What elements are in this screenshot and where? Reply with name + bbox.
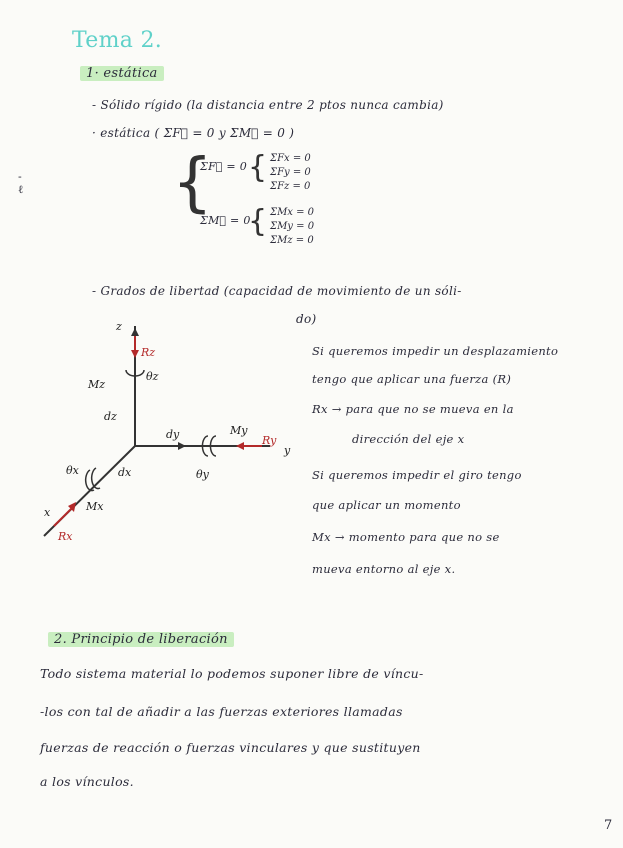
dx-label: dx xyxy=(118,466,132,479)
moment-component-x: ΣMx = 0 xyxy=(270,207,315,218)
section2-line-4: a los vínculos. xyxy=(40,774,134,789)
moment-component-y: ΣMy = 0 xyxy=(270,221,315,232)
mx-label: Mx xyxy=(86,500,104,513)
section1-line-2: · estática ( ΣF⃗ = 0 y ΣM⃗ = 0 ) xyxy=(92,126,295,140)
dy-label: dy xyxy=(166,428,180,441)
force-components xyxy=(270,152,311,194)
theta-y-label: θy xyxy=(196,468,209,481)
page-title: Tema 2. xyxy=(72,28,163,53)
explanation-line-4: dirección del eje x xyxy=(352,432,465,446)
rz-label: Rz xyxy=(141,346,156,359)
axis-y-label: y xyxy=(284,444,291,457)
section2-line-1: Todo sistema material lo podemos suponer libre de víncu- xyxy=(40,666,424,681)
margin-mark-text: - ℓ xyxy=(18,170,24,196)
theta-z-label: θz xyxy=(146,370,159,383)
force-brace: { xyxy=(248,150,268,185)
page-number: 7 xyxy=(604,818,613,833)
dz-label: dz xyxy=(104,410,117,423)
explanation-line-2: tengo que aplicar una fuerza (R) xyxy=(312,372,512,386)
explanation-line-1: Si queremos impedir un desplazamiento xyxy=(312,344,559,358)
axis-x-label: x xyxy=(44,506,51,519)
margin-mark xyxy=(18,170,24,196)
section1-line-1: - Sólido rígido (la distancia entre 2 ptos nunca cambia) xyxy=(92,98,444,112)
ry-arrowhead xyxy=(236,442,244,450)
section2-line-3: fuerzas de reacción o fuerzas vinculares y que sustituyen xyxy=(40,740,421,755)
force-component-y: ΣFy = 0 xyxy=(270,167,311,178)
outer-brace: { xyxy=(172,146,213,220)
explanation-line-7: Mx → momento para que no se xyxy=(312,530,500,544)
my-label: My xyxy=(230,424,248,437)
section1-heading: 1· estática xyxy=(80,66,164,81)
rx-label: Rx xyxy=(58,530,73,543)
rz-arrowhead xyxy=(131,350,139,358)
grados-line-1: - Grados de libertad (capacidad de movimiento de un sóli- xyxy=(92,284,462,298)
force-component-z: ΣFz = 0 xyxy=(270,181,311,192)
force-sum-label: ΣF⃗ = 0 xyxy=(200,160,248,173)
explanation-line-6: que aplicar un momento xyxy=(312,498,461,512)
moment-brace: { xyxy=(248,204,268,239)
explanation-line-5: Si queremos impedir el giro tengo xyxy=(312,468,522,482)
moment-component-z: ΣMz = 0 xyxy=(270,235,314,246)
force-component-x: ΣFx = 0 xyxy=(270,153,311,164)
moment-sum-label: ΣM⃗ = 0 xyxy=(200,214,251,227)
moment-components xyxy=(270,206,314,248)
explanation-line-8: mueva entorno al eje x. xyxy=(312,562,456,576)
z-arrowhead xyxy=(131,328,139,336)
axis-z-label: z xyxy=(116,320,122,333)
ry-label: Ry xyxy=(262,434,277,447)
section2-heading: 2. Principio de liberación xyxy=(48,632,234,647)
mz-label: Mz xyxy=(88,378,106,391)
section2-line-2: -los con tal de añadir a las fuerzas exteriores llamadas xyxy=(40,704,403,719)
explanation-line-3: Rx → para que no se mueva en la xyxy=(312,402,514,416)
theta-x-label: θx xyxy=(66,464,79,477)
rx-arrow xyxy=(54,508,72,526)
grados-line-2: do) xyxy=(296,312,317,326)
dy-arrowhead xyxy=(178,442,186,450)
